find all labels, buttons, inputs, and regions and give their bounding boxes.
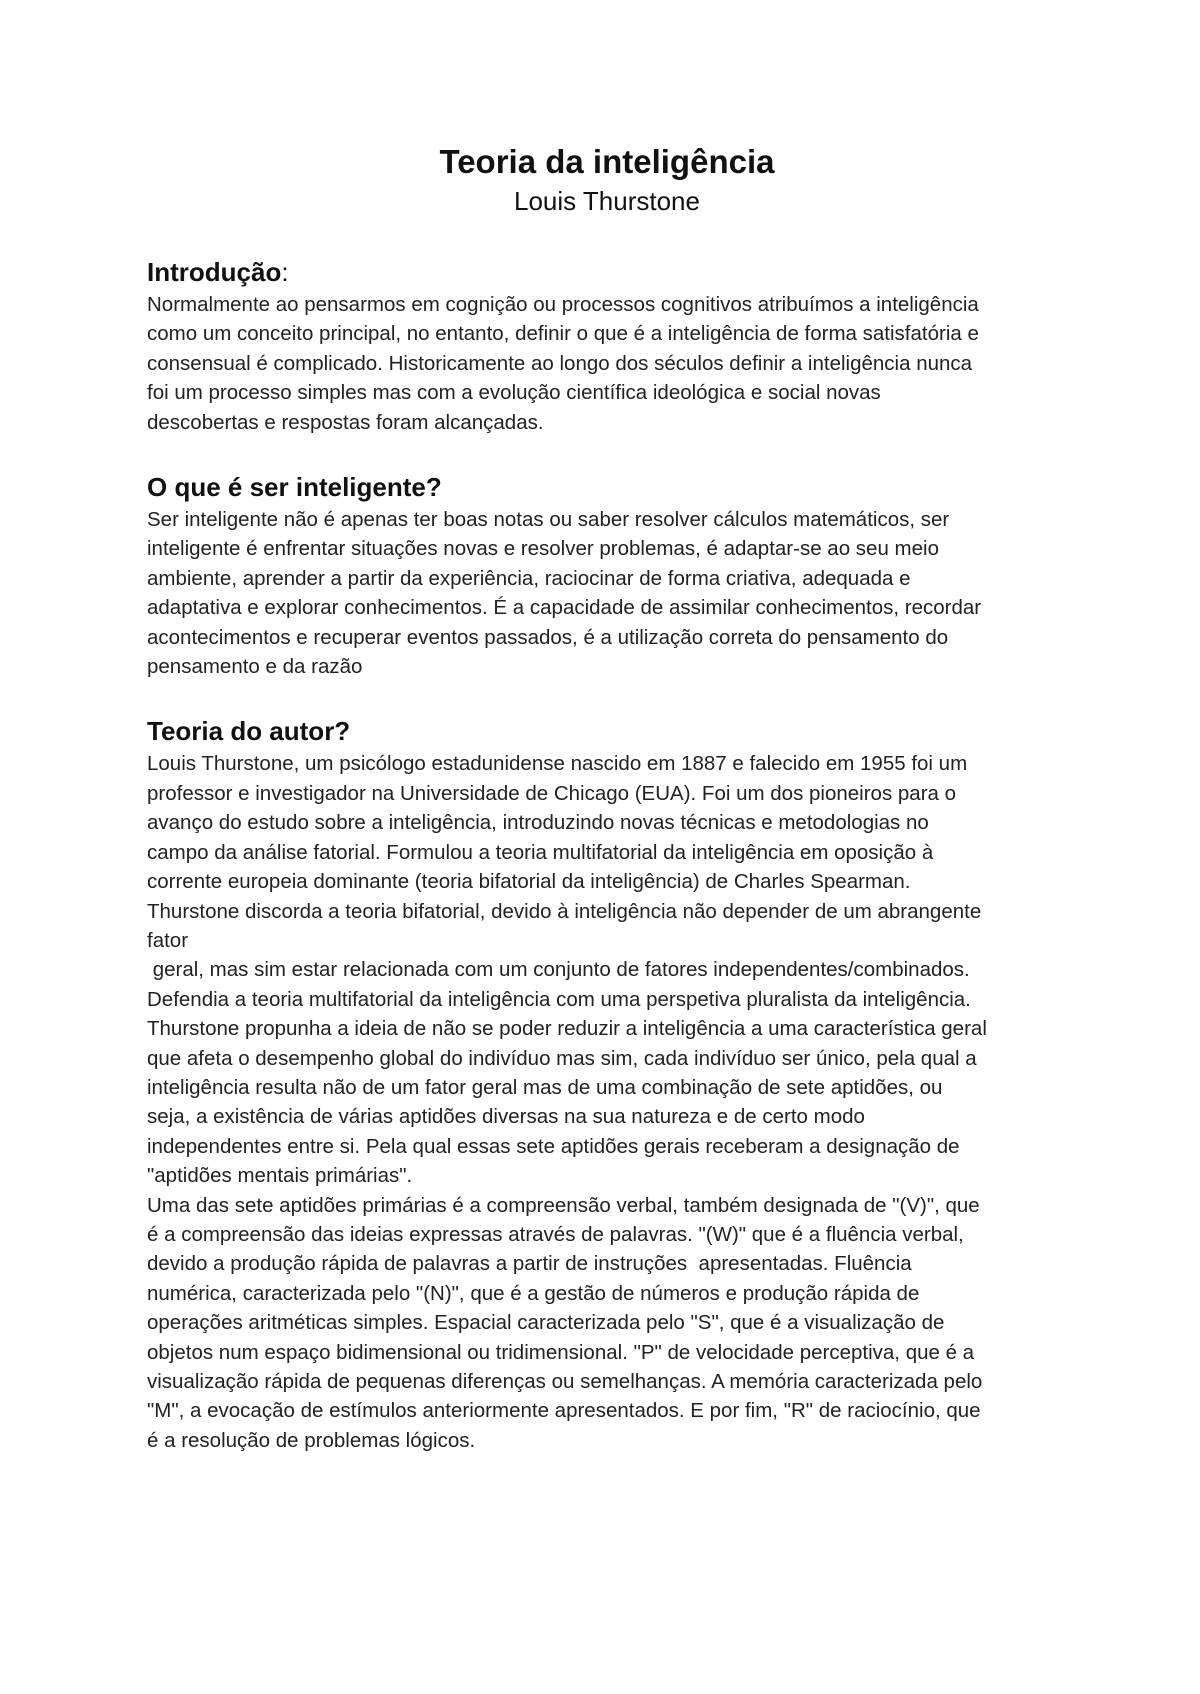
author-theory-paragraph bbox=[147, 749, 1067, 1455]
text-line: visualização rápida de pequenas diferenças ou semelhanças. A memória caracterizada pelo bbox=[147, 1370, 983, 1393]
text-line: consensual é complicado. Historicamente ao longo dos séculos definir a inteligência nunca bbox=[147, 351, 973, 375]
text-line: numérica, caracterizada pelo "(N)", que é a gestão de números e produção rápida de bbox=[147, 1281, 920, 1305]
text-line: operações aritméticas simples. Espacial caracterizada pelo "S", que é a visualização de bbox=[147, 1311, 945, 1335]
text-line: fator bbox=[147, 928, 189, 952]
intro-paragraph bbox=[147, 290, 1067, 437]
text-line: Uma das sete aptidões primárias é a compreensão verbal, também designada de "(V)", que bbox=[147, 1193, 980, 1217]
text-line: como um conceito principal, no entanto, definir o que é a inteligência de forma satisfatória e bbox=[147, 322, 979, 346]
text-line: objetos num espaço bidimensional ou tridimensional. "P" de velocidade perceptiva, que é a bbox=[147, 1340, 975, 1364]
text-line: inteligente é enfrentar situações novas e resolver problemas, é adaptar-se ao seu meio bbox=[147, 537, 939, 561]
text-line: adaptativa e explorar conhecimentos. É a capacidade de assimilar conhecimentos, recordar bbox=[147, 596, 982, 620]
text-line: Ser inteligente não é apenas ter boas notas ou saber resolver cálculos matemáticos, ser bbox=[147, 508, 950, 532]
text-line: independentes entre si. Pela qual essas sete aptidões gerais receberam a designação de bbox=[147, 1134, 960, 1158]
text-line: Thurstone propunha a ideia de não se poder reduzir a inteligência a uma característica geral bbox=[147, 1017, 987, 1041]
document-subtitle: Louis Thurstone bbox=[514, 186, 700, 216]
text-line: "M", a evocação de estímulos anteriormente apresentados. E por fim, "R" de raciocínio, que bbox=[147, 1399, 981, 1423]
document-title: Teoria da inteligência bbox=[439, 143, 775, 180]
text-line: avanço do estudo sobre a inteligência, introduzindo novas técnicas e metodologias no bbox=[147, 811, 929, 835]
text-line: devido a produção rápida de palavras a partir de instruções apresentadas. Fluência bbox=[147, 1252, 912, 1276]
text-line: acontecimentos e recuperar eventos passados, é a utilização correta do pensamento do bbox=[147, 625, 949, 649]
text-line: Thurstone discorda a teoria bifatorial, devido à inteligência não depender de um abrangente bbox=[147, 899, 982, 923]
section-heading-intro bbox=[147, 254, 1067, 290]
text-line: Defendia a teoria multifatorial da inteligência com uma perspetiva pluralista da inteligência. bbox=[147, 987, 971, 1011]
text-line: campo da análise fatorial. Formulou a teoria multifatorial da inteligência em oposição à bbox=[147, 840, 934, 864]
text-line: é a compreensão das ideias expressas através de palavras. "(W)" que é a fluência verbal, bbox=[147, 1222, 964, 1246]
section-heading-intro-text: Introdução bbox=[147, 257, 282, 287]
text-line: ambiente, aprender a partir da experiência, raciocinar de forma criativa, adequada e bbox=[147, 566, 911, 590]
text-line: "aptidões mentais primárias". bbox=[147, 1164, 413, 1188]
section-heading-what-is: O que é ser inteligente? bbox=[147, 472, 442, 503]
text-line: seja, a existência de várias aptidões diversas na sua natureza e de certo modo bbox=[147, 1105, 865, 1129]
text-line: geral, mas sim estar relacionada com um conjunto de fatores independentes/combinados. bbox=[147, 958, 970, 982]
text-line: professor e investigador na Universidade de Chicago (EUA). Foi um dos pioneiros para o bbox=[147, 781, 957, 805]
section-heading-intro-colon: : bbox=[281, 257, 289, 287]
text-line: Louis Thurstone, um psicólogo estadunidense nascido em 1887 e falecido em 1955 foi um bbox=[147, 752, 968, 776]
text-line: corrente europeia dominante (teoria bifatorial da inteligência) de Charles Spearman. bbox=[147, 870, 911, 894]
text-line: que afeta o desempenho global do indivíduo mas sim, cada indivíduo ser único, pela qual a bbox=[147, 1046, 977, 1070]
what-is-paragraph bbox=[147, 505, 1067, 681]
text-line: é a resolução de problemas lógicos. bbox=[147, 1428, 476, 1452]
text-line: Normalmente ao pensarmos em cognição ou processos cognitivos atribuímos a inteligência bbox=[147, 293, 979, 316]
text-line: pensamento e da razão bbox=[147, 655, 363, 679]
section-heading-author-theory: Teoria do autor? bbox=[147, 716, 351, 747]
text-line: foi um processo simples mas com a evolução científica ideológica e social novas bbox=[147, 381, 881, 405]
document-page bbox=[147, 140, 1067, 1455]
text-line: descobertas e respostas foram alcançadas. bbox=[147, 410, 544, 434]
text-line: inteligência resulta não de um fator geral mas de uma combinação de sete aptidões, ou bbox=[147, 1075, 943, 1099]
